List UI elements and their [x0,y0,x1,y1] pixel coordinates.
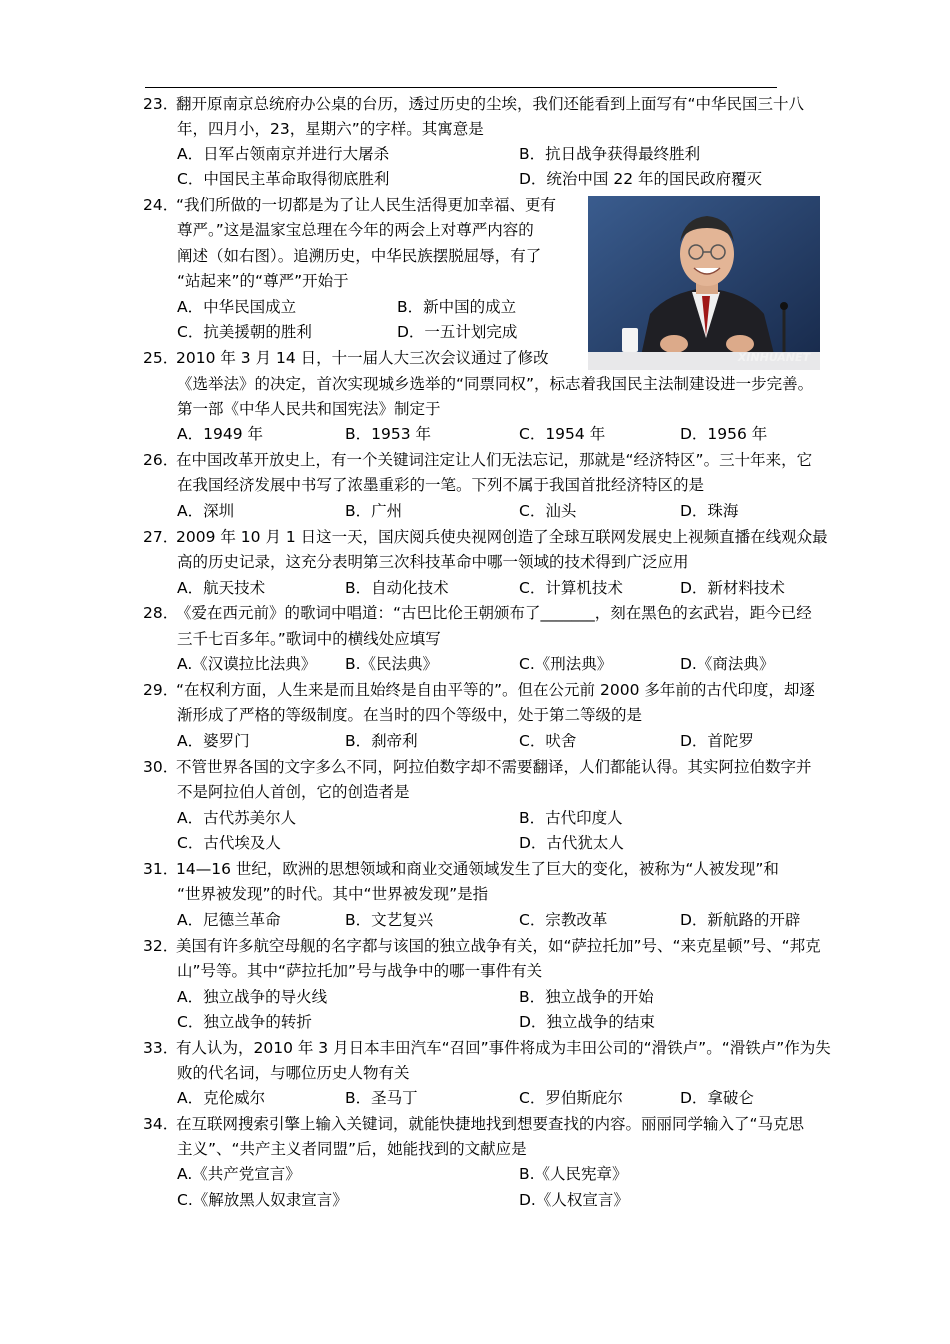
answer-option-a[interactable]: A．克伦威尔 [177,1089,266,1107]
question-number: 26． [143,451,179,469]
question-text-line: 主义”、“共产主义者同盟”后，她能找到的文献应是 [177,1140,527,1158]
premier-photo [588,196,820,370]
answer-option-c[interactable]: C．独立战争的转折 [177,1013,312,1031]
answer-option-d[interactable]: D．首陀罗 [680,732,754,750]
question-text-line: 三千七百多年。”歌词中的横线处应填写 [177,630,441,648]
header-rule [145,87,777,88]
watermark: XINHUANET [737,351,810,364]
question-text-line: 山”号等。其中“萨拉托加”号与战争中的哪一事件有关 [177,962,543,980]
question-number: 28． [143,604,179,622]
answer-option-a[interactable]: A．航天技术 [177,579,266,597]
answer-option-d[interactable]: D．独立战争的结束 [519,1013,655,1031]
answer-option-b[interactable]: B.《民法典》 [345,655,439,673]
question-number: 23． [143,95,179,113]
answer-option-a[interactable]: A．1949 年 [177,425,263,443]
question-number: 29． [143,681,179,699]
answer-option-c[interactable]: C．计算机技术 [519,579,623,597]
answer-option-d[interactable]: D．珠海 [680,502,739,520]
answer-option-c[interactable]: C．中国民主革命取得彻底胜利 [177,170,390,188]
answer-option-d[interactable]: D．一五计划完成 [397,323,518,341]
question-number: 34． [143,1115,179,1133]
question-text-line: 阐述（如右图）。追溯历史，中华民族摆脱屈辱，有了 [177,247,542,265]
answer-option-d[interactable]: D．古代犹太人 [519,834,624,852]
answer-option-d[interactable]: D．统治中国 22 年的国民政府覆灭 [519,170,763,188]
answer-option-b[interactable]: B．抗日战争获得最终胜利 [519,145,701,163]
answer-option-c[interactable]: C．罗伯斯庇尔 [519,1089,623,1107]
question-text-line: “我们所做的一切都是为了让人民生活得更加幸福、更有 [176,196,557,214]
answer-option-c[interactable]: C．1954 年 [519,425,606,443]
question-text-line: “站起来”的“尊严”开始于 [177,272,349,290]
question-text-line: “在权利方面，人生来是而且始终是自由平等的”。但在公元前 2000 多年前的古代印度，却逐 [176,681,815,699]
answer-option-d[interactable]: D.《人权宣言》 [519,1191,629,1209]
answer-option-d[interactable]: D．拿破仑 [680,1089,754,1107]
question-text-line: 2010 年 3 月 14 日，十一届人大三次会议通过了修改 [176,349,549,367]
answer-option-a[interactable]: A.《汉谟拉比法典》 [177,655,317,673]
question-text-line: 《爱在西元前》的歌词中唱道：“古巴比伦王朝颁布了_______，刻在黑色的玄武岩，距今已经 [176,604,812,622]
answer-option-b[interactable]: B．广州 [345,502,403,520]
question-text-line: 尊严。”这是温家宝总理在今年的两会上对尊严内容的 [177,221,534,239]
question-text-line: 在我国经济发展中书写了浓墨重彩的一笔。下列不属于我国首批经济特区的是 [177,476,705,494]
answer-option-b[interactable]: B．自动化技术 [345,579,449,597]
question-text-line: 年，四月小，23，星期六”的字样。其寓意是 [177,120,484,138]
answer-option-b[interactable]: B．古代印度人 [519,809,623,827]
answer-option-c[interactable]: C．汕头 [519,502,577,520]
answer-option-b[interactable]: B．新中国的成立 [397,298,517,316]
question-text-line: 高的历史记录，这充分表明第三次科技革命中哪一领域的技术得到广泛应用 [177,553,689,571]
question-number: 25． [143,349,179,367]
question-text-line: 第一部《中华人民共和国宪法》制定于 [177,400,441,418]
answer-option-a[interactable]: A．独立战争的导火线 [177,988,328,1006]
answer-option-c[interactable]: C.《刑法典》 [519,655,613,673]
answer-option-c[interactable]: C．抗美援朝的胜利 [177,323,312,341]
answer-option-a[interactable]: A．婆罗门 [177,732,250,750]
question-number: 30． [143,758,179,776]
question-text-line: 有人认为，2010 年 3 月日本丰田汽车“召回”事件将成为丰田公司的“滑铁卢”。“滑铁卢”作为失 [176,1039,831,1057]
answer-option-d[interactable]: D.《商法典》 [680,655,775,673]
answer-option-d[interactable]: D．新材料技术 [680,579,785,597]
answer-option-b[interactable]: B.《人民宪章》 [519,1165,628,1183]
answer-option-b[interactable]: B．刹帝利 [345,732,418,750]
answer-option-a[interactable]: A.《共产党宣言》 [177,1165,301,1183]
question-text-line: 在互联网搜索引擎上输入关键词，就能快捷地找到想要查找的内容。丽丽同学输入了“马克思 [176,1115,805,1133]
answer-option-a[interactable]: A．中华民国成立 [177,298,297,316]
answer-option-c[interactable]: C．吠舍 [519,732,577,750]
answer-option-b[interactable]: B．文艺复兴 [345,911,434,929]
answer-option-b[interactable]: B．圣马丁 [345,1089,418,1107]
question-text-line: 《选举法》的决定，首次实现城乡选举的“同票同权”，标志着我国民主法制建设进一步完善。 [177,375,814,393]
answer-option-a[interactable]: A．日军占领南京并进行大屠杀 [177,145,390,163]
answer-option-d[interactable]: D．1956 年 [680,425,768,443]
question-text-line: 渐形成了严格的等级制度。在当时的四个等级中，处于第二等级的是 [177,706,643,724]
answer-option-a[interactable]: A．尼德兰革命 [177,911,281,929]
question-text-line: 不是阿拉伯人首创，它的创造者是 [177,783,410,801]
answer-option-c[interactable]: C．古代埃及人 [177,834,281,852]
question-text-line: 在中国改革开放史上，有一个关键词注定让人们无法忘记，那就是“经济特区”。三十年来，它 [176,451,813,469]
answer-option-c[interactable]: C.《解放黑人奴隶宣言》 [177,1191,348,1209]
question-text-line: 败的代名词，与哪位历史人物有关 [177,1064,410,1082]
question-text-line: 2009 年 10 月 1 日这一天，国庆阅兵使央视网创造了全球互联网发展史上视频直播在线观众最 [176,528,828,546]
question-text-line: 美国有许多航空母舰的名字都与该国的独立战争有关，如“萨拉托加”号、“来克星顿”号、“邦克 [176,937,821,955]
answer-option-d[interactable]: D．新航路的开辟 [680,911,801,929]
question-number: 27． [143,528,179,546]
answer-option-c[interactable]: C．宗教改革 [519,911,608,929]
answer-option-b[interactable]: B．1953 年 [345,425,432,443]
question-text-line: 翻开原南京总统府办公桌的台历，透过历史的尘埃，我们还能看到上面写有“中华民国三十八 [176,95,805,113]
question-number: 33． [143,1039,179,1057]
question-number: 32． [143,937,179,955]
answer-option-a[interactable]: A．深圳 [177,502,235,520]
question-text-line: 14—16 世纪，欧洲的思想领域和商业交通领域发生了巨大的变化，被称为“人被发现”和 [176,860,779,878]
question-number: 24． [143,196,179,214]
question-text-line: 不管世界各国的文字多么不同，阿拉伯数字却不需要翻译，人们都能认得。其实阿拉伯数字并 [176,758,812,776]
answer-option-a[interactable]: A．古代苏美尔人 [177,809,297,827]
question-number: 31． [143,860,179,878]
question-text-line: “世界被发现”的时代。其中“世界被发现”是指 [177,885,489,903]
answer-option-b[interactable]: B．独立战争的开始 [519,988,654,1006]
